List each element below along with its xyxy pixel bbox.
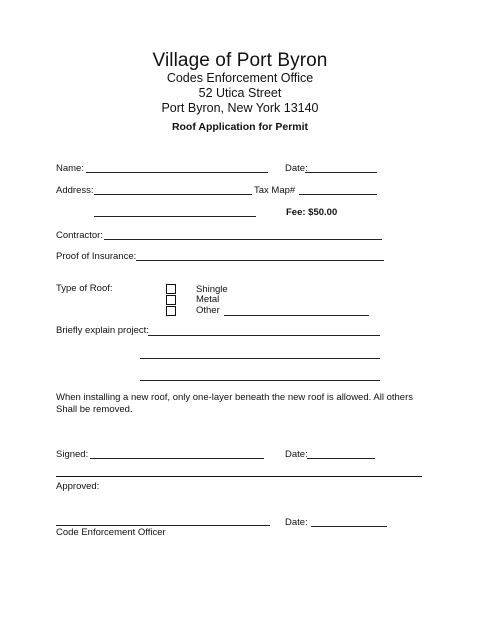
metal-option-label: Metal	[196, 294, 220, 305]
explain-label: Briefly explain project:	[56, 325, 149, 336]
officer-signature-field[interactable]	[56, 525, 270, 526]
approval-divider	[56, 476, 422, 477]
page-title: Village of Port Byron	[152, 50, 328, 71]
contractor-label: Contractor:	[56, 230, 103, 241]
shingle-checkbox[interactable]	[166, 284, 176, 294]
address-field[interactable]	[94, 194, 252, 195]
officer-label: Code Enforcement Officer	[56, 527, 166, 538]
approved-date-label: Date:	[285, 517, 308, 528]
tax-map-field[interactable]	[299, 194, 377, 195]
insurance-field[interactable]	[136, 260, 384, 261]
fee-label: Fee: $50.00	[286, 207, 338, 218]
signature-field[interactable]	[90, 458, 264, 459]
name-field[interactable]	[86, 172, 268, 173]
address-line-2-field[interactable]	[94, 216, 256, 217]
approved-date-field[interactable]	[311, 526, 387, 527]
approved-label: Approved:	[56, 481, 100, 492]
tax-map-label: Tax Map#	[254, 185, 296, 196]
signed-date-label: Date:	[285, 449, 308, 460]
contractor-field[interactable]	[104, 239, 382, 240]
address-label: Address:	[56, 185, 94, 196]
signed-date-field[interactable]	[307, 458, 375, 459]
form-title: Roof Application for Permit	[171, 121, 309, 133]
office-name: Codes Enforcement Office	[166, 71, 314, 85]
metal-checkbox[interactable]	[166, 295, 176, 305]
other-roof-field[interactable]	[224, 315, 369, 316]
date-field[interactable]	[305, 172, 377, 173]
insurance-label: Proof of Insurance:	[56, 251, 137, 262]
layer-notice: When installing a new roof, only one-layer beneath the new roof is allowed. All others Shall be removed.	[56, 392, 413, 415]
name-label: Name:	[56, 163, 84, 174]
shingle-option-label: Shingle	[196, 284, 228, 295]
other-checkbox[interactable]	[166, 306, 176, 316]
roof-type-label: Type of Roof:	[56, 283, 113, 294]
explain-field-line-3[interactable]	[140, 380, 380, 381]
other-option-label: Other	[196, 305, 220, 316]
office-street: 52 Utica Street	[198, 86, 282, 100]
explain-field-line-1[interactable]	[148, 335, 380, 336]
explain-field-line-2[interactable]	[140, 358, 380, 359]
signed-label: Signed:	[56, 449, 89, 460]
office-city: Port Byron, New York 13140	[161, 101, 319, 115]
date-label: Date:	[285, 163, 308, 174]
